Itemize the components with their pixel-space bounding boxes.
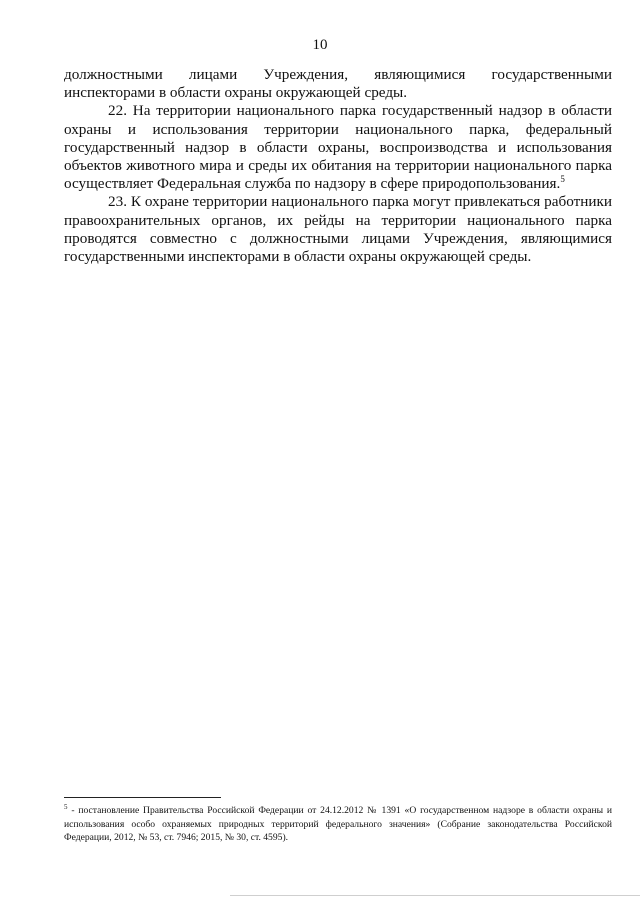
footnote-text: - постановление Правительства Российской Федерации от 24.12.2012 № 1391 «О государственном надзоре в области охраны и использования особо охраняемых природных территорий федерального значения» (Собрание законодательства Российской Федерации, 2012, № 53, ст. 7946; 2015, № 30, ст. 4595). <box>64 805 612 843</box>
page-number: 10 <box>312 37 328 53</box>
document-body <box>64 66 612 266</box>
footnote-separator <box>64 797 221 798</box>
scan-edge-line <box>230 895 640 896</box>
paragraph-22-text: 22. На территории национального парка государственный надзор в области охраны и использования территории национального парка, федеральный государственный надзор в области охраны, воспроизводства и использования объектов животного мира и среды их обитания на территории национального парка осуществляет Федеральная служба по надзору в сфере природопользования. <box>64 102 612 193</box>
paragraph-23: 23. К охране территории национального парка могут привлекаться работники правоохранительных органов, их рейды на территории национального парка проводятся совместно с должностными лицами Учреждения, являющимися государственными инспекторами в области охраны окружающей среды. <box>64 193 612 266</box>
footnote-reference[interactable]: 5 <box>560 174 565 185</box>
footnote-marker: 5 <box>64 802 68 811</box>
paragraph-22 <box>64 102 612 193</box>
footnote <box>64 804 612 845</box>
paragraph-continuation: должностными лицами Учреждения, являющимися государственными инспекторами в области охраны окружающей среды. <box>64 66 612 102</box>
